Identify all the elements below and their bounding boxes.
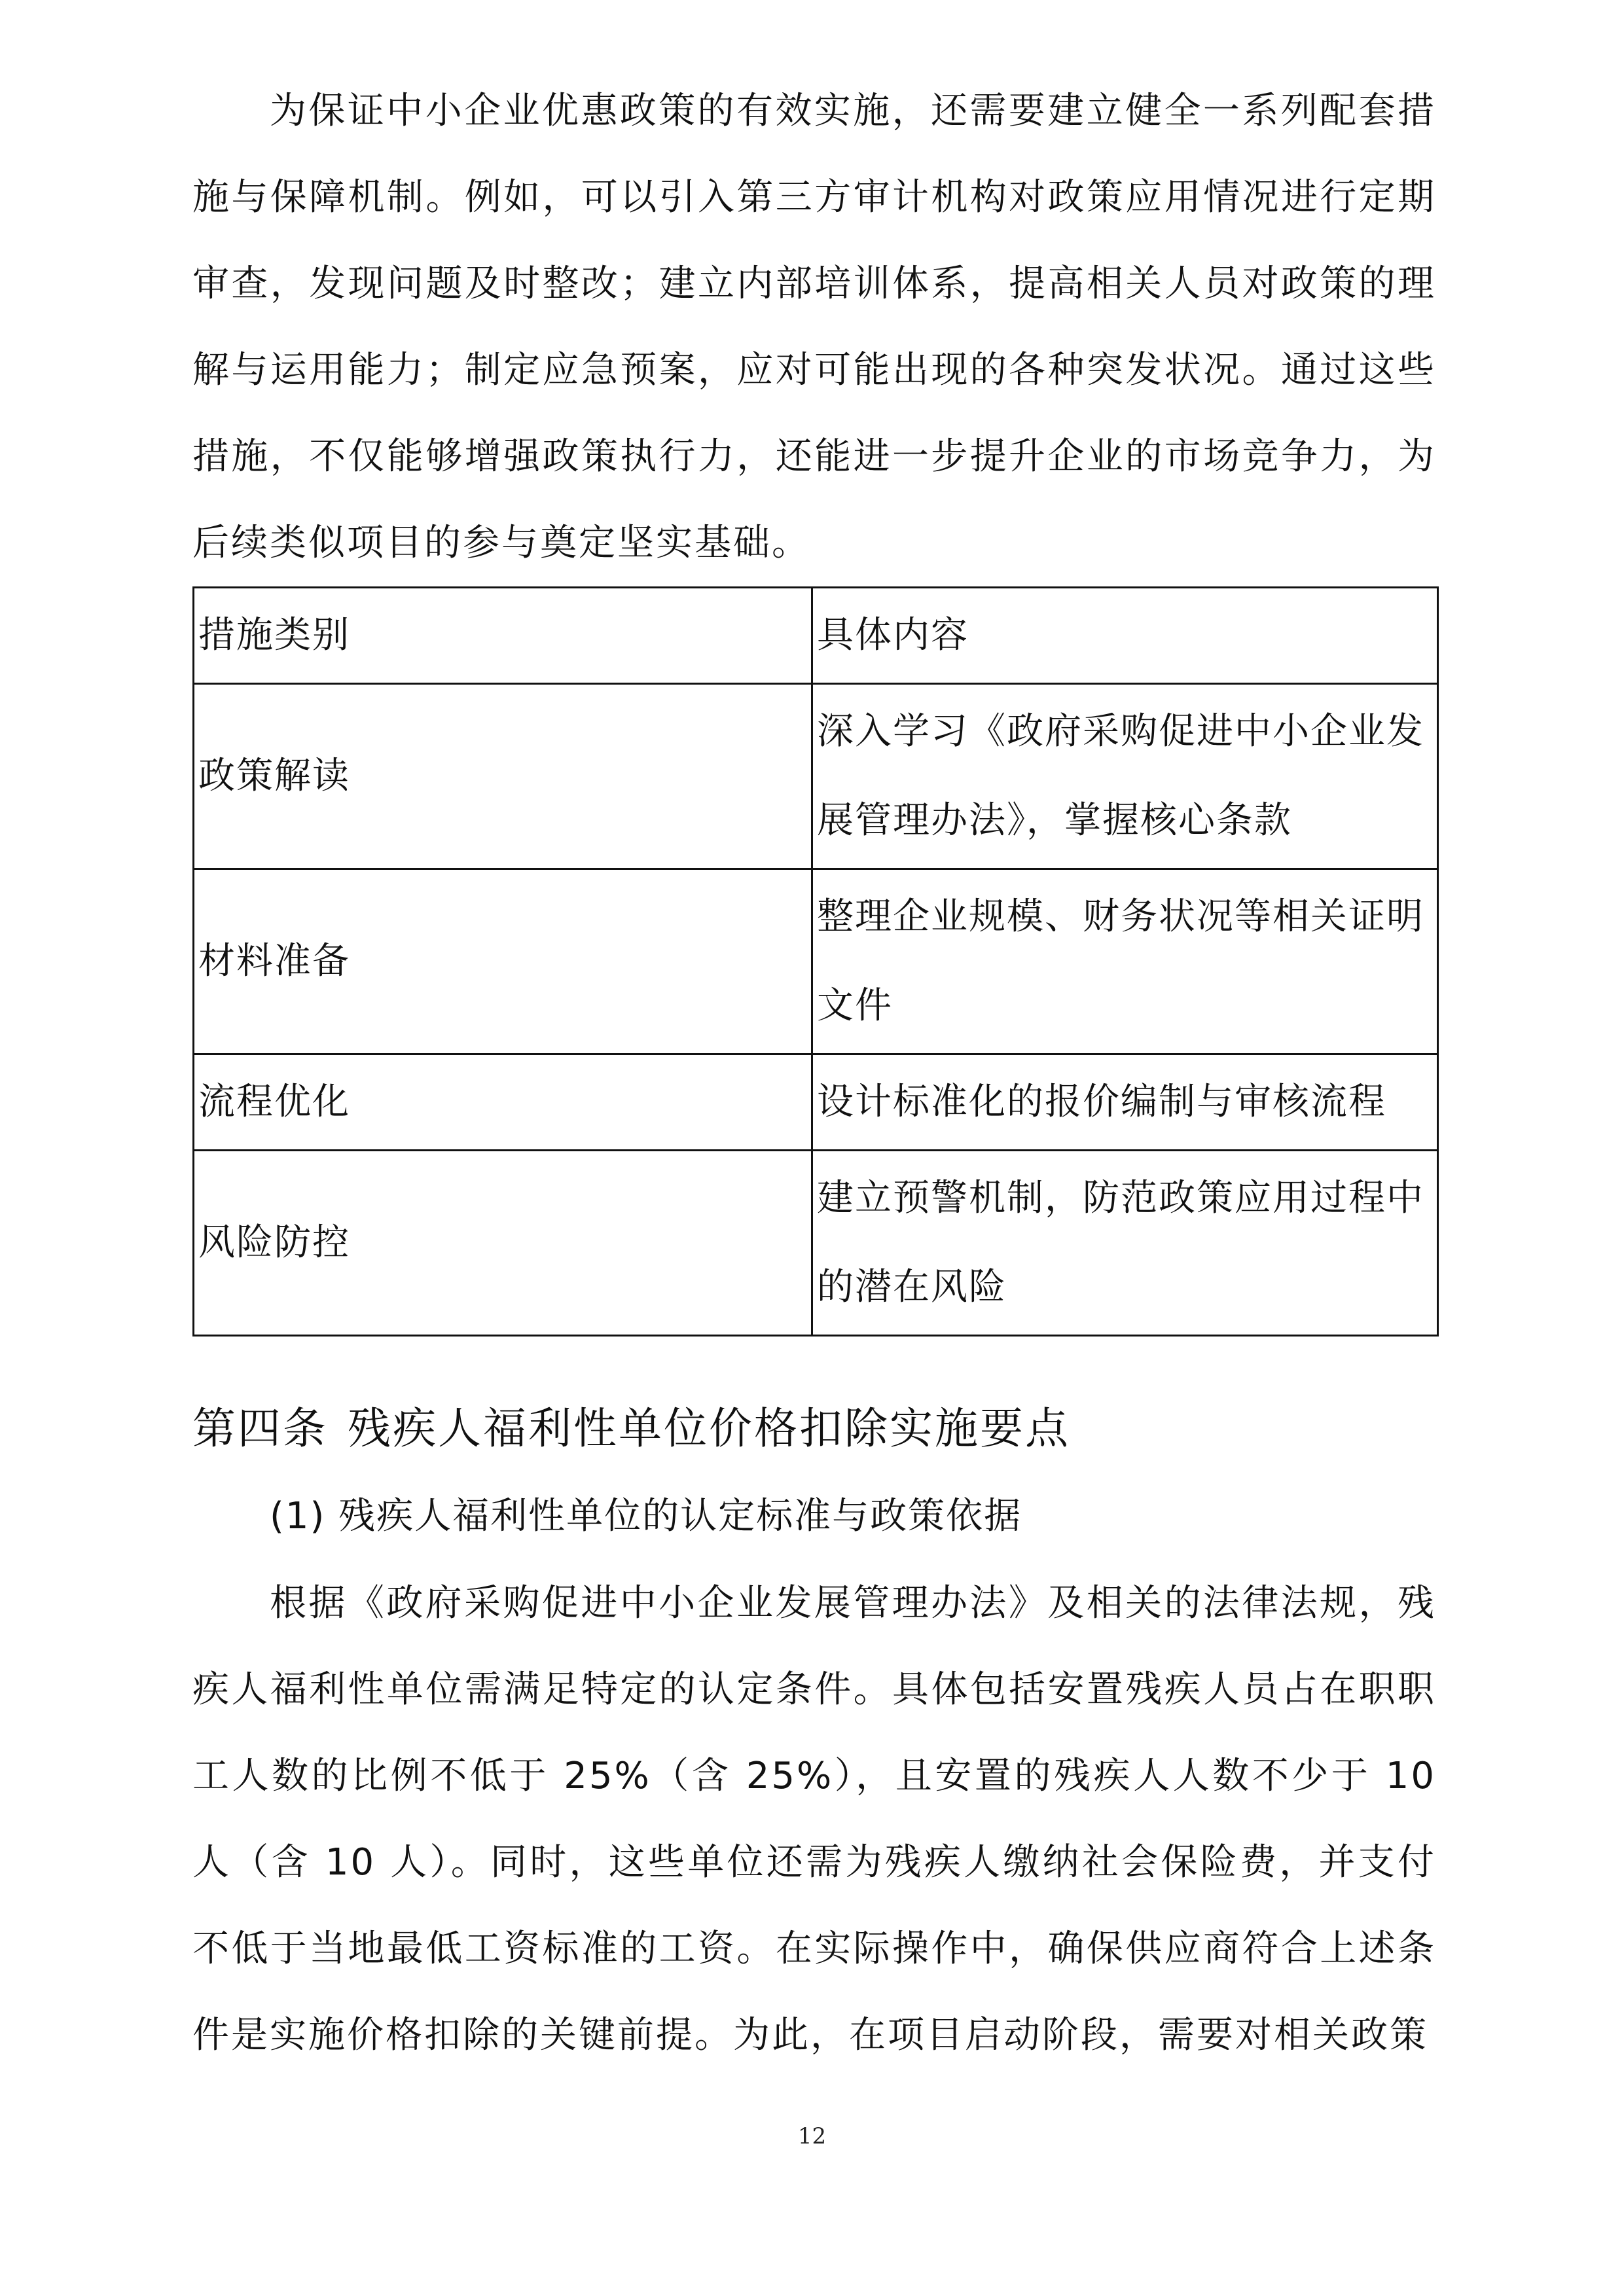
table-row <box>194 869 1438 1054</box>
table-row <box>194 1054 1438 1151</box>
table-cell-content: 设计标准化的报价编制与审核流程 <box>812 1054 1438 1151</box>
subsection-heading: (1) 残疾人福利性单位的认定标准与政策依据 <box>270 1495 1022 1537</box>
intro-paragraph: 为保证中小企业优惠政策的有效实施，还需要建立健全一系列配套措施与保障机制。例如，可以引入第三方审计机构对政策应用情况进行定期审查，发现问题及时整改；建立内部培训体系，提高相关人员对政策的理解与运用能力；制定应急预案，应对可能出现的各种突发状况。通过这些措施，不仅能够增强政策执行力，还能进一步提升企业的市场竞争力，为后续类似项目的参与奠定坚实基础。 <box>192 90 1436 564</box>
section-title: 残疾人福利性单位价格扣除实施要点 <box>348 1403 1070 1454</box>
section-article-number: 第四条 <box>192 1403 328 1454</box>
table-cell-category: 流程优化 <box>194 1054 812 1151</box>
table-cell-content: 整理企业规模、财务状况等相关证明文件 <box>812 869 1438 1054</box>
section-heading <box>192 1393 1070 1465</box>
table-row <box>194 1151 1438 1336</box>
page-number: 12 <box>797 2123 827 2149</box>
table-header-row <box>194 588 1438 684</box>
table-cell-category: 材料准备 <box>194 869 812 1054</box>
table-header-category: 措施类别 <box>194 588 812 684</box>
criteria-paragraph: 根据《政府采购促进中小企业发展管理办法》及相关的法律法规，残疾人福利性单位需满足特定的认定条件。具体包括安置残疾人员占在职职工人数的比例不低于 25%（含 25%），且安置的残疾人人数不少于 10 人（含 10 人）。同时，这些单位还需为残疾人缴纳社会保险费，并支付不低于当地最低工资标准的工资。在实际操作中，确保供应商符合上述条件是实施价格扣除的关键前提。为此，在项目启动阶段，需要对相关政策 <box>192 1582 1436 2056</box>
table-cell-content: 深入学习《政府采购促进中小企业发展管理办法》，掌握核心条款 <box>812 684 1438 869</box>
table-cell-category: 风险防控 <box>194 1151 812 1336</box>
table-row <box>194 684 1438 869</box>
table-cell-category: 政策解读 <box>194 684 812 869</box>
measures-table <box>192 586 1439 1336</box>
table-cell-content: 建立预警机制，防范政策应用过程中的潜在风险 <box>812 1151 1438 1336</box>
table-header-content: 具体内容 <box>812 588 1438 684</box>
